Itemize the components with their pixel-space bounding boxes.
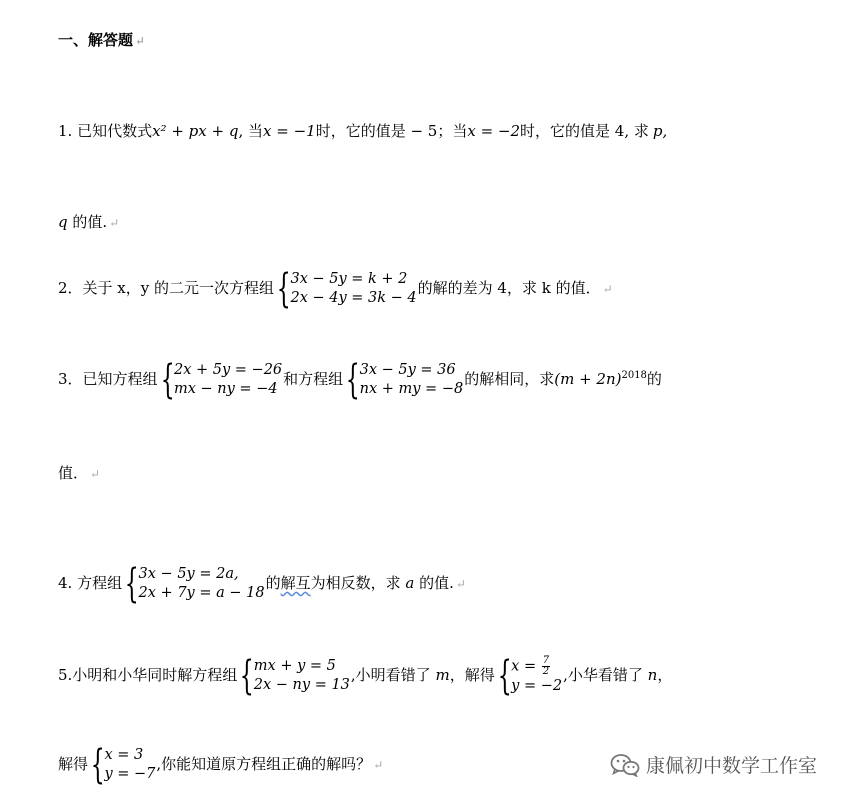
q1-text-end: 的值.: [72, 213, 108, 231]
fraction: [542, 656, 550, 677]
q3-line-2: 值．: [58, 464, 89, 482]
q3-system-b-eq-2: nx + my = −8: [359, 381, 464, 397]
q1-condition-1: x = −1: [263, 122, 316, 140]
q3-system-a-eq-2: mx − ny = −4: [174, 381, 278, 397]
q1-condition-2: x = −2: [467, 122, 521, 140]
q4-equation-2: 2x + 7y = a − 18: [138, 585, 265, 601]
fraction-numerator: 7: [542, 655, 550, 666]
watermark: [610, 751, 817, 778]
q1-text-d: 时，它的值是 4, 求: [520, 122, 649, 140]
q4-equation-system: [123, 561, 265, 607]
q1-expression: x² + px + q: [152, 122, 239, 140]
q5-var-m: m: [435, 666, 450, 684]
paragraph-mark: ↵: [135, 34, 146, 48]
q4-spellcheck-underline: 解互: [280, 574, 311, 592]
q5-var-n: n: [647, 666, 658, 684]
question-5-line-1: [58, 653, 673, 699]
q3-prefix: 3．已知方程组: [58, 370, 158, 388]
paragraph-mark: ↵: [90, 467, 101, 481]
brace-symbol: {: [276, 266, 291, 312]
brace-symbol: {: [124, 561, 139, 607]
q1-text-a: 1. 已知代数式: [58, 122, 153, 140]
q5-text-1: ,小明看错了: [350, 666, 431, 684]
q5-line-2-prefix: 解得: [58, 755, 89, 773]
question-4: [58, 561, 466, 607]
q5-solution-1-x-label: x =: [511, 658, 537, 675]
q4-equation-1: 3x − 5y = 2a,: [138, 566, 239, 582]
q4-suffix-c: 的值.: [419, 574, 454, 592]
q3-system-b-eq-1: 3x − 5y = 36: [359, 362, 456, 378]
paragraph-mark: ↵: [602, 282, 613, 296]
q2-suffix: 的解的差为 4，求 k 的值．: [417, 279, 601, 297]
brace-symbol: {: [345, 357, 360, 403]
q5-text-3: ,小华看错了: [563, 666, 643, 684]
q5-text-4: ，: [657, 666, 673, 684]
q4-suffix-a: 的: [265, 574, 281, 592]
paragraph-mark: ↵: [373, 758, 384, 772]
brace-symbol: {: [90, 742, 105, 788]
paragraph-mark: ↵: [455, 577, 466, 591]
q1-var-p: p,: [652, 122, 668, 140]
q5-solution-1-y: y = −2: [511, 678, 563, 694]
q5-solution-1-x: [511, 656, 562, 677]
question-3-line-2: [58, 463, 100, 484]
question-1-line-2: [58, 212, 119, 233]
section-heading: [58, 30, 145, 51]
q5-equation-1: mx + y = 5: [253, 658, 336, 674]
q2-equation-system: [275, 266, 417, 312]
q1-var-q: q: [58, 213, 68, 231]
wechat-icon: [610, 753, 640, 777]
q3-system-a-eq-1: 2x + 5y = −26: [174, 362, 283, 378]
q5-text-2: ，解得: [449, 666, 495, 684]
brace-symbol: {: [160, 357, 175, 403]
question-2: [58, 266, 613, 312]
q5-prefix: 5.小明和小华同时解方程组: [58, 666, 238, 684]
q5-equation-2: 2x − ny = 13: [253, 677, 350, 693]
q5-equation-system: [238, 653, 350, 699]
brace-symbol: {: [240, 653, 255, 699]
heading-text: 一、解答题: [58, 31, 134, 49]
q1-text-c: 时，它的值是 − 5；当: [315, 122, 468, 140]
q3-system-b: [344, 357, 464, 403]
question-5-line-2: [58, 742, 384, 788]
q3-suffix-2: 的: [646, 370, 662, 388]
q2-equation-2: 2x − 4y = 3k − 4: [290, 290, 417, 306]
question-1-line-1: [58, 121, 667, 141]
q2-equation-1: 3x − 5y = k + 2: [290, 271, 408, 287]
q3-suffix: 的解相同，求: [464, 370, 555, 388]
q5-solution-2-x: x = 3: [104, 747, 144, 763]
q5-solution-1: [496, 653, 563, 699]
q5-solution-2: [89, 742, 156, 788]
q4-prefix: 4. 方程组: [58, 574, 123, 592]
question-3-line-1: [58, 357, 662, 403]
q4-var-a: a: [405, 574, 415, 592]
fraction-denominator: 2: [542, 666, 550, 677]
q1-text-b: , 当: [238, 122, 263, 140]
q3-system-a: [159, 357, 283, 403]
q5-line-2-suffix: ,你能知道原方程组正确的解吗？: [156, 755, 372, 773]
q3-middle: 和方程组: [283, 370, 344, 388]
paragraph-mark: ↵: [109, 216, 120, 230]
q5-solution-2-y: y = −7: [104, 766, 156, 782]
q3-exponent: 2018: [621, 370, 647, 381]
q3-expression: (m + 2n): [554, 370, 622, 388]
q2-prefix: 2．关于 x，y 的二元一次方程组: [58, 279, 275, 297]
watermark-text: 康佩初中数学工作室: [645, 755, 817, 777]
brace-symbol: {: [497, 653, 512, 699]
q4-suffix-b: 为相反数，求: [310, 574, 401, 592]
